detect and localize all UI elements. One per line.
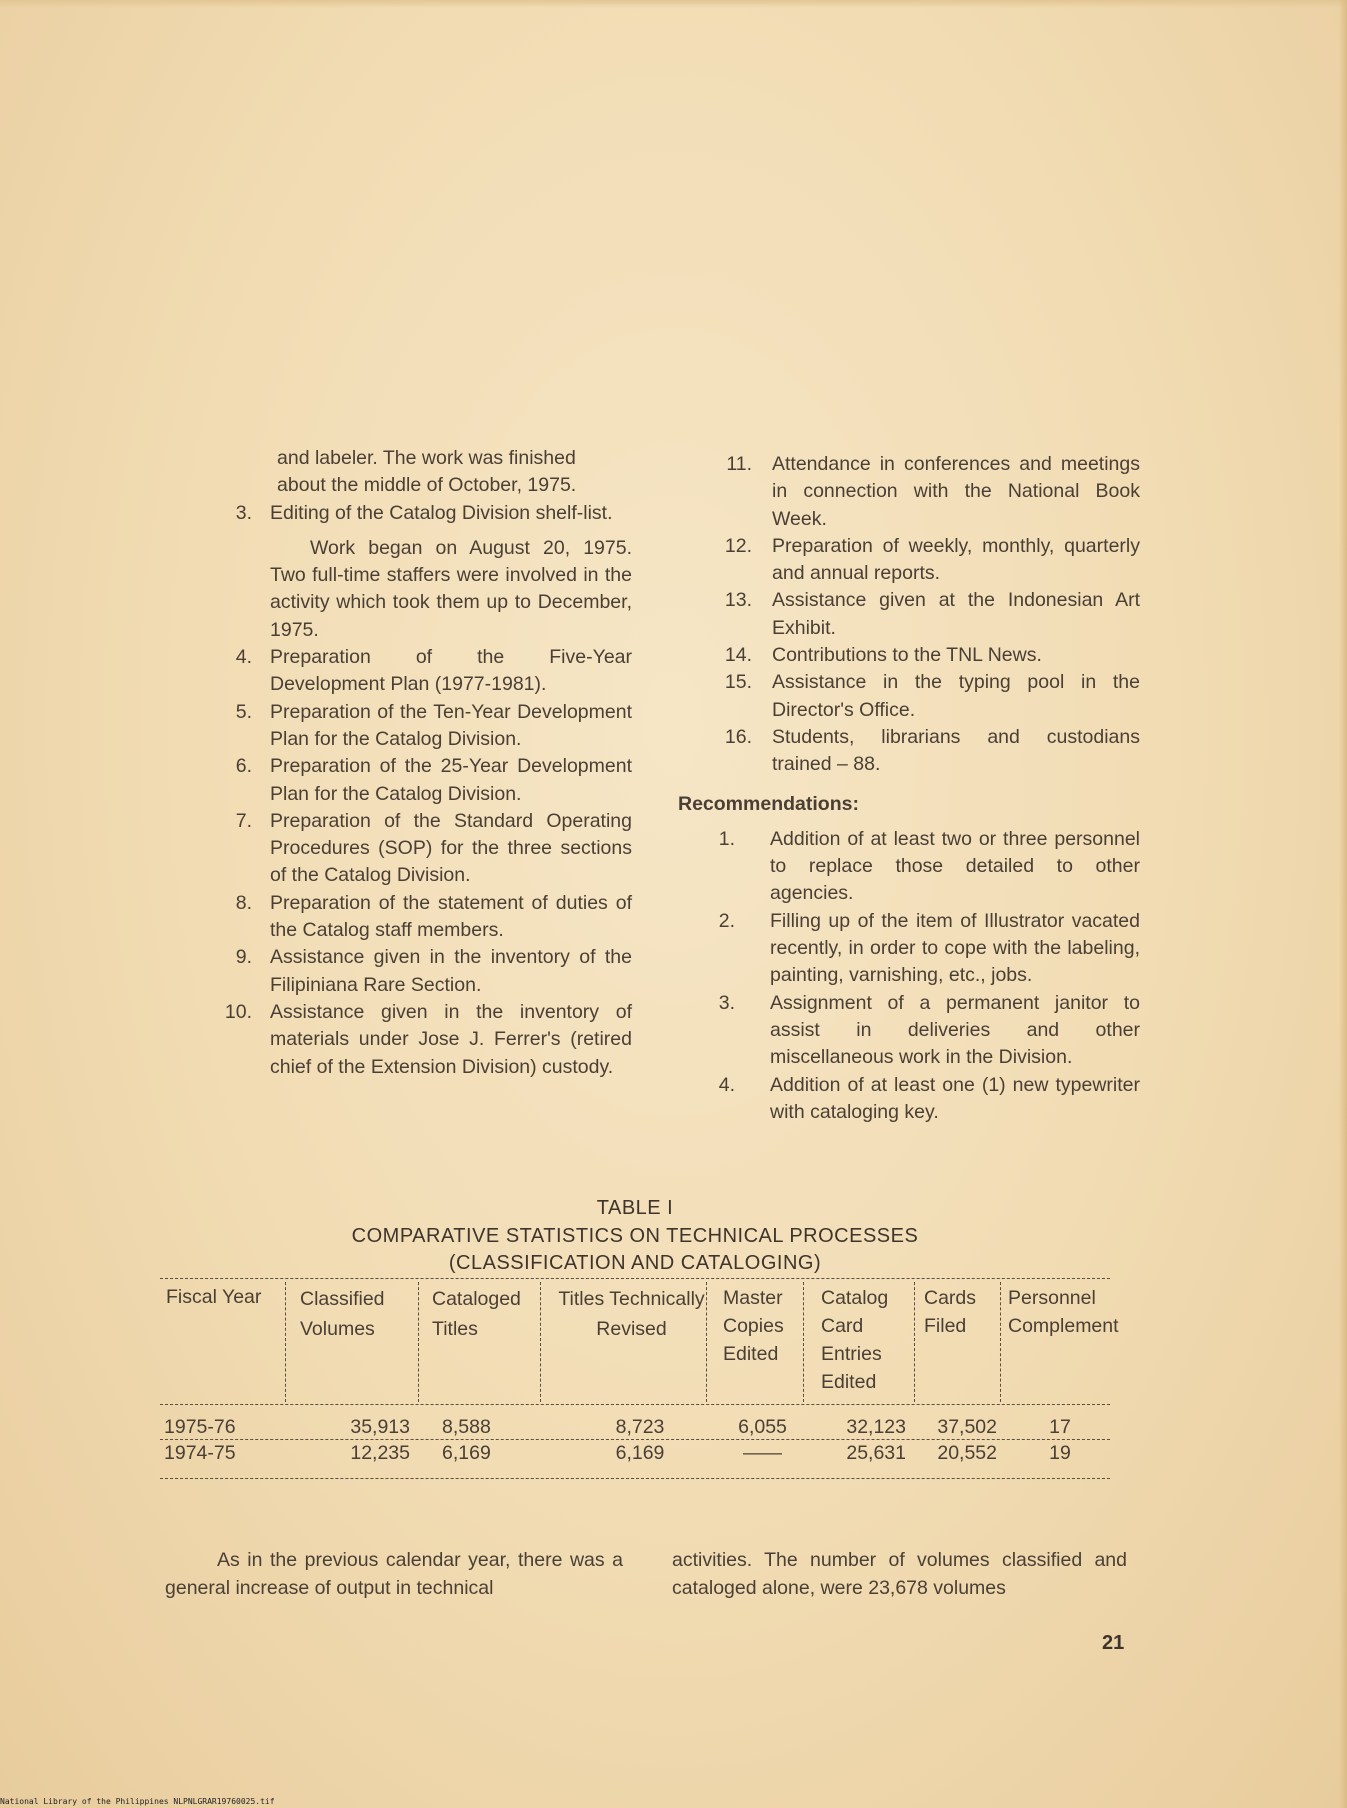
table-cell: 19 <box>1049 1442 1071 1464</box>
column-divider <box>285 1282 286 1402</box>
list-item-text: Preparation of the Standard Operating Procedures (SOP) for the three sections of the Catalog Division. <box>270 809 632 887</box>
scan-footer: National Library of the Philippines NLPNLGRAR19760025.tif <box>0 1797 275 1806</box>
page-edge-top <box>0 0 1347 8</box>
column-divider <box>803 1282 804 1402</box>
list-item <box>200 644 640 699</box>
list-item-number: 7. <box>235 809 252 832</box>
table-title: COMPARATIVE STATISTICS ON TECHNICAL PROCESSES <box>351 1225 919 1247</box>
table-cell: 37,502 <box>937 1416 997 1438</box>
list-item-number: 14. <box>724 644 752 667</box>
table-cell: 17 <box>1049 1416 1071 1438</box>
list-item-text: Preparation of the statement of duties of the Catalog staff members. <box>270 891 632 942</box>
list-item-number: 6. <box>235 755 252 778</box>
list-item <box>680 642 1140 669</box>
list-item <box>200 500 640 527</box>
table-subtitle: (CLASSIFICATION AND CATALOGING) <box>448 1252 822 1274</box>
column-divider <box>1000 1282 1001 1402</box>
column-divider <box>418 1282 419 1402</box>
bottom-paragraph-left: As in the previous calendar year, there was a general increase of output in technical <box>165 1549 623 1599</box>
recommendation-number: 2. <box>718 909 735 932</box>
list-item-text: Preparation of the Ten-Year Development Plan for the Catalog Division. <box>270 700 632 750</box>
list-item-text: Preparation of the Five-Year Development Plan (1977-1981). <box>270 646 632 696</box>
continuation-line-2: about the middle of October, 1975. <box>277 474 577 497</box>
table-cell: 6,055 <box>738 1416 787 1438</box>
list-item-text: Preparation of the 25-Year Development Plan for the Catalog Division. <box>270 755 632 805</box>
list-item <box>680 533 1140 588</box>
table-cell: —— <box>743 1442 782 1464</box>
table-bottom-rule <box>160 1478 1110 1479</box>
column-divider <box>706 1282 707 1402</box>
recommendation-item <box>680 826 1140 908</box>
recommendation-number: 4. <box>718 1073 735 1096</box>
list-item-text: Preparation of weekly, monthly, quarterly and annual reports. <box>772 534 1140 585</box>
recommendation-item <box>680 908 1140 990</box>
recommendation-text: Assignment of a permanent janitor to assist in deliveries and other miscellaneous work in the Division. <box>770 991 1140 1069</box>
table-cell: 1974-75 <box>164 1442 236 1464</box>
list-item-number: 16. <box>724 725 752 748</box>
list-item-number: 10. <box>224 1000 252 1023</box>
list-item <box>680 451 1140 533</box>
bottom-paragraph-right: activities. The number of volumes classified and cataloged alone, were 23,678 volumes <box>672 1549 1127 1599</box>
recommendation-item <box>680 1072 1140 1127</box>
list-item-number: 8. <box>235 891 252 914</box>
table-cell: 20,552 <box>937 1442 997 1464</box>
list-item-number: 13. <box>724 589 752 612</box>
right-column <box>680 451 1140 1126</box>
column-divider <box>914 1282 915 1402</box>
list-item-number: 9. <box>235 946 252 969</box>
recommendations-heading: Recommendations: <box>678 792 859 815</box>
table-top-rule <box>160 1278 1110 1279</box>
list-item-number: 15. <box>724 671 752 694</box>
list-item-number: 12. <box>724 534 752 557</box>
list-item-number: 11. <box>726 453 752 475</box>
header-titles-technically-revised: Titles Technically Revised <box>558 1288 705 1340</box>
header-cataloged-titles: Cataloged Titles <box>432 1288 521 1340</box>
list-item-text: Editing of the Catalog Division shelf-list. <box>270 501 613 524</box>
list-item <box>200 699 640 754</box>
list-item <box>200 753 640 808</box>
list-item <box>200 808 640 890</box>
header-master-copies-edited: Master Copies Edited <box>723 1287 784 1365</box>
recommendation-text: Filling up of the item of Illustrator vacated recently, in order to cope with the labeling, painting, varnishing, etc., jobs. <box>770 909 1140 987</box>
list-item-number: 4. <box>235 646 252 669</box>
table-label: TABLE I <box>596 1197 674 1219</box>
continuation-line-1: and labeler. The work was finished <box>277 447 576 469</box>
header-fiscal-year: Fiscal Year <box>166 1286 262 1308</box>
list-item-text: Students, librarians and custodians trained – 88. <box>772 725 1140 776</box>
list-item <box>680 587 1140 642</box>
list-item <box>200 944 640 999</box>
recommendation-text: Addition of at least two or three personnel to replace those detailed to other agencies. <box>770 827 1140 905</box>
page-edge-right <box>1339 0 1347 1808</box>
header-catalog-card-entries-edited: Catalog Card Entries Edited <box>821 1287 889 1393</box>
recommendation-number: 3. <box>718 991 735 1014</box>
header-classified-volumes: Classified Volumes <box>300 1288 385 1340</box>
table-cell: 25,631 <box>846 1442 906 1464</box>
work-began-paragraph: Work began on August 20, 1975. Two full-time staffers were involved in the activity which took them up to December, 1975. <box>270 536 632 641</box>
list-item-text: Contributions to the TNL News. <box>772 644 1042 667</box>
recommendation-item <box>680 990 1140 1072</box>
list-item <box>680 724 1140 779</box>
list-item-text: Assistance given at the Indonesian Art Exhibit. <box>772 589 1140 639</box>
table-cell: 6,169 <box>615 1442 665 1464</box>
page-number: 21 <box>1102 1632 1125 1654</box>
row-rule <box>160 1439 1110 1440</box>
table-cell: 8,588 <box>442 1416 491 1438</box>
table-cell: 32,123 <box>846 1416 906 1438</box>
list-item-number: 5. <box>235 700 252 723</box>
list-item-text: Assistance in the typing pool in the Director's Office. <box>772 671 1140 721</box>
list-item <box>200 890 640 945</box>
header-cards-filed: Cards Filed <box>924 1287 977 1337</box>
column-divider <box>540 1282 541 1402</box>
recommendation-text: Addition of at least one (1) new typewriter with cataloging key. <box>770 1073 1140 1123</box>
list-item <box>200 999 640 1081</box>
list-item-text: Attendance in conferences and meetings in connection with the National Book Week. <box>772 453 1140 530</box>
header-personnel-complement: Personnel Complement <box>1008 1287 1119 1337</box>
table-cell: 6,169 <box>442 1442 491 1464</box>
list-item-text: Assistance given in the inventory of materials under Jose J. Ferrer's (retired chief of the Extension Division) custody. <box>270 1000 632 1078</box>
table-cell: 12,235 <box>350 1442 410 1464</box>
list-item-number: 3. <box>235 501 252 524</box>
recommendation-number: 1. <box>718 827 735 850</box>
table-cell: 8,723 <box>615 1416 665 1438</box>
table-cell: 35,913 <box>350 1416 410 1438</box>
list-item <box>680 669 1140 724</box>
list-item-text: Assistance given in the inventory of the Filipiniana Rare Section. <box>270 946 632 996</box>
left-column <box>200 445 640 1081</box>
header-bottom-rule <box>160 1404 1110 1405</box>
table-cell: 1975-76 <box>164 1416 236 1438</box>
